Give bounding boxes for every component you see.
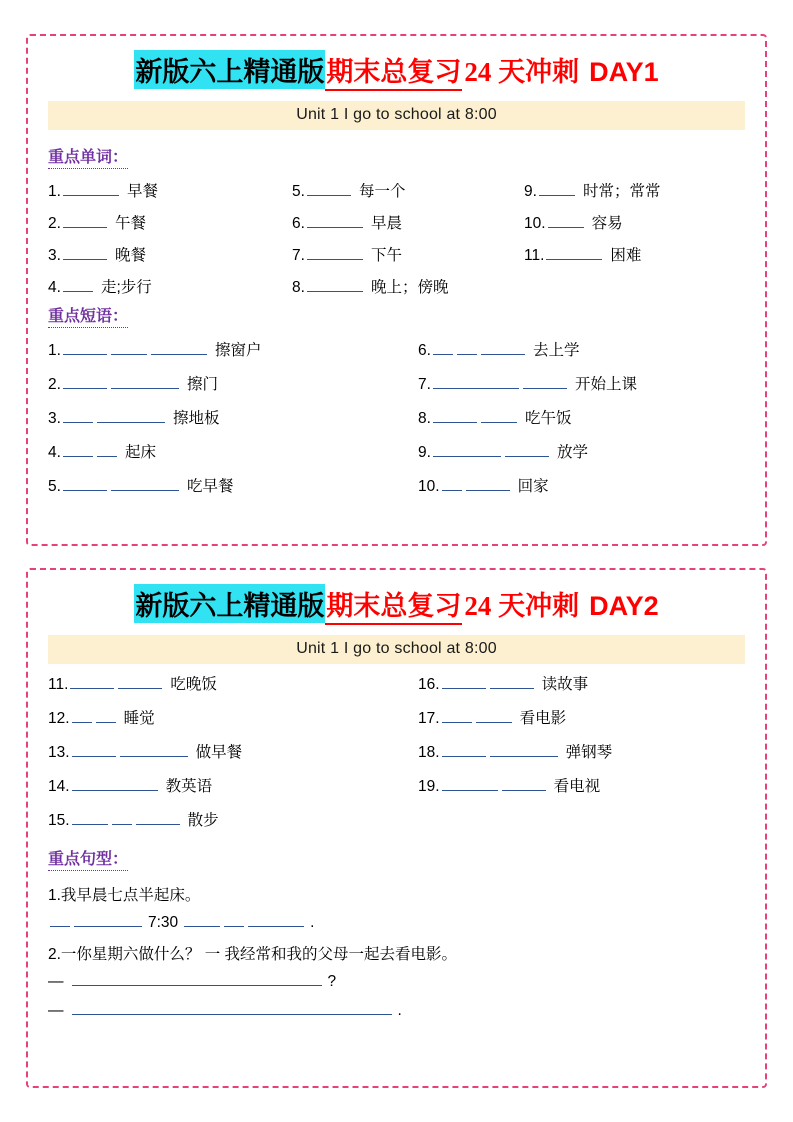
sentence-time: 7:30 [148, 914, 179, 931]
answer-blank[interactable] [70, 673, 114, 689]
word-item: 10. 容易 [524, 211, 751, 233]
phrase-item: 3. 擦地板 [48, 406, 418, 428]
phrase-item: 16. 读故事 [418, 672, 751, 694]
answer-blank[interactable] [151, 339, 207, 355]
title-day-label: DAY2 [589, 591, 659, 621]
answer-blank[interactable] [96, 707, 116, 723]
answer-blank[interactable] [248, 911, 304, 927]
answer-blank[interactable] [63, 244, 107, 260]
answer-blank[interactable] [136, 809, 180, 825]
answer-blank[interactable] [523, 373, 567, 389]
answer-blank[interactable] [481, 339, 525, 355]
phrase-item: 7. 开始上课 [418, 372, 751, 394]
answer-blank[interactable] [111, 339, 147, 355]
unit-banner: Unit 1 I go to school at 8:00 [48, 101, 745, 130]
phrase-item: 6. 去上学 [418, 338, 751, 360]
answer-blank[interactable] [74, 911, 142, 927]
section-heading-words: 重点单词： [48, 144, 128, 169]
answer-blank[interactable] [50, 911, 70, 927]
dash-mark: — [48, 973, 64, 990]
unit-banner: Unit 1 I go to school at 8:00 [48, 635, 745, 664]
answer-blank[interactable] [433, 441, 501, 457]
answer-blank[interactable] [490, 673, 534, 689]
phrase-item: 8. 吃午饭 [418, 406, 751, 428]
answer-blank[interactable] [63, 373, 107, 389]
answer-blank[interactable] [72, 970, 322, 986]
answer-blank[interactable] [224, 911, 244, 927]
sentence-answer-line [48, 999, 751, 1020]
answer-blank[interactable] [505, 441, 549, 457]
word-item: 6. 早晨 [292, 211, 524, 233]
answer-blank[interactable] [442, 741, 486, 757]
phrase-item: 18. 弹钢琴 [418, 740, 751, 762]
answer-blank[interactable] [442, 673, 486, 689]
answer-blank[interactable] [63, 339, 107, 355]
day2-card [26, 568, 767, 1088]
phrase-item: 2. 擦门 [48, 372, 418, 394]
day1-card [26, 34, 767, 546]
phrase-item: 14. 教英语 [48, 774, 418, 796]
title-highlight-cyan: 新版六上精通版 [134, 50, 325, 89]
answer-blank[interactable] [63, 180, 119, 196]
phrase-item: 12. 睡觉 [48, 706, 418, 728]
answer-blank[interactable] [63, 441, 93, 457]
word-item: 11. 困难 [524, 243, 751, 265]
answer-blank[interactable] [63, 212, 107, 228]
sentence-answer-line [48, 911, 751, 932]
answer-blank[interactable] [72, 741, 116, 757]
answer-blank[interactable] [112, 809, 132, 825]
phrase-item: 13. 做早餐 [48, 740, 418, 762]
phrase-item: 4. 起床 [48, 440, 418, 462]
sentence-block [48, 883, 751, 1020]
phrase-item: 10. 回家 [418, 474, 751, 496]
answer-blank[interactable] [120, 741, 188, 757]
answer-blank[interactable] [442, 775, 498, 791]
title-highlight-cyan: 新版六上精通版 [134, 584, 325, 623]
answer-blank[interactable] [476, 707, 512, 723]
phrases-grid [48, 338, 751, 496]
word-item: 7. 下午 [292, 243, 524, 265]
answer-blank[interactable] [548, 212, 584, 228]
answer-blank[interactable] [111, 373, 179, 389]
answer-blank[interactable] [72, 707, 92, 723]
answer-blank[interactable] [307, 244, 363, 260]
answer-blank[interactable] [72, 809, 108, 825]
answer-blank[interactable] [466, 475, 510, 491]
answer-blank[interactable] [111, 475, 179, 491]
word-item: 2. 午餐 [48, 211, 292, 233]
phrase-item: 11. 吃晚饭 [48, 672, 418, 694]
word-item-empty [524, 275, 751, 297]
section-heading-phrases: 重点短语： [48, 303, 128, 328]
answer-blank[interactable] [433, 373, 519, 389]
sentence-chinese: 2.一你星期六做什么？ 一 我经常和我的父母一起去看电影。 [48, 946, 458, 963]
title-red: 24 天冲刺 [464, 57, 580, 87]
dash-mark: — [48, 1002, 64, 1019]
sentence-answer-line [48, 970, 751, 991]
word-item: 3. 晚餐 [48, 243, 292, 265]
answer-blank[interactable] [457, 339, 477, 355]
answer-blank[interactable] [307, 276, 363, 292]
period-mark: . [397, 1002, 402, 1019]
title-day-label: DAY1 [589, 57, 659, 87]
answer-blank[interactable] [97, 441, 117, 457]
words-grid [48, 179, 751, 297]
phrase-item: 1. 擦窗户 [48, 338, 418, 360]
title-red-underline: 期末总复习 [325, 584, 462, 625]
phrase-item: 17. 看电影 [418, 706, 751, 728]
section-heading-sentences: 重点句型： [48, 846, 128, 871]
phrase-item: 9. 放学 [418, 440, 751, 462]
sentence-period: . [310, 914, 315, 931]
answer-blank[interactable] [72, 775, 158, 791]
answer-blank[interactable] [97, 407, 165, 423]
answer-blank[interactable] [539, 180, 575, 196]
answer-blank[interactable] [118, 673, 162, 689]
word-item: 9. 时常；常常 [524, 179, 751, 201]
day2-phrases-grid [48, 672, 751, 830]
word-item: 4. 走;步行 [48, 275, 292, 297]
word-item: 5. 每一个 [292, 179, 524, 201]
phrase-item: 15. 散步 [48, 808, 418, 830]
phrase-item: 19. 看电视 [418, 774, 751, 796]
title-red: 24 天冲刺 [464, 591, 580, 621]
word-item: 8. 晚上；傍晚 [292, 275, 524, 297]
answer-blank[interactable] [442, 707, 472, 723]
word-item: 1. 早餐 [48, 179, 292, 201]
answer-blank[interactable] [502, 775, 546, 791]
answer-blank[interactable] [63, 276, 93, 292]
answer-blank[interactable] [433, 407, 477, 423]
day1-title [42, 50, 751, 91]
answer-blank[interactable] [307, 212, 363, 228]
answer-blank[interactable] [433, 339, 453, 355]
title-red-underline: 期末总复习 [325, 50, 462, 91]
answer-blank[interactable] [490, 741, 558, 757]
answer-blank[interactable] [72, 999, 392, 1015]
day2-title [42, 584, 751, 625]
answer-blank[interactable] [546, 244, 602, 260]
phrase-item-empty [418, 808, 751, 830]
answer-blank[interactable] [63, 407, 93, 423]
answer-blank[interactable] [307, 180, 351, 196]
answer-blank[interactable] [442, 475, 462, 491]
question-mark: ? [327, 973, 337, 990]
phrase-item: 5. 吃早餐 [48, 474, 418, 496]
answer-blank[interactable] [481, 407, 517, 423]
sentence-chinese: 1.我早晨七点半起床。 [48, 887, 201, 904]
answer-blank[interactable] [184, 911, 220, 927]
answer-blank[interactable] [63, 475, 107, 491]
